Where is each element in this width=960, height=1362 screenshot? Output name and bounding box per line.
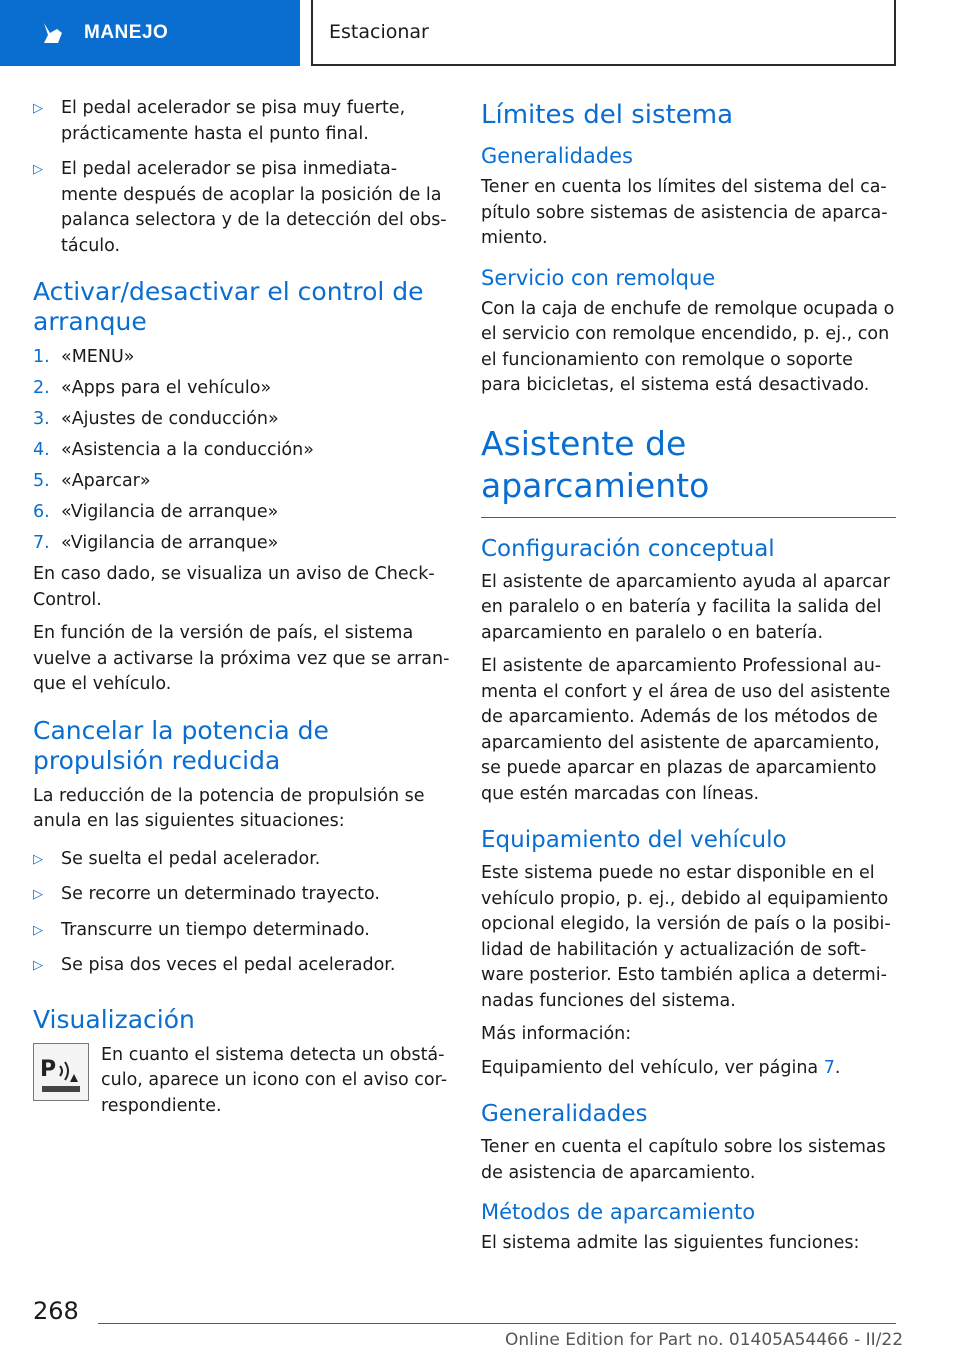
list-item: 4. «Asistencia a la conducción» xyxy=(33,440,314,460)
list-item: ▷ Se suelta el pedal acelerador. xyxy=(33,847,451,873)
visualization-block xyxy=(33,1043,451,1120)
list-item: 3. «Ajustes de conducción» xyxy=(33,409,279,429)
heading-metodos: Métodos de aparcamiento xyxy=(481,1200,756,1224)
paragraph-remolque: Con la caja de enchufe de remolque ocupada o el servicio con remolque encendido, p. ej., con el funcionamiento con remolque o soporte para bicicletas, el sistema está desactivado. xyxy=(481,298,895,395)
list-item: 2. «Apps para el vehículo» xyxy=(33,378,272,398)
triangle-bullet-icon: ▷ xyxy=(33,851,43,867)
svg-text:P: P xyxy=(40,1056,57,1082)
list-item: 7. «Vigilancia de arranque» xyxy=(33,533,279,553)
paragraph-generalidades-2: Tener en cuenta el capítulo sobre los sistemas de asistencia de aparcamiento. xyxy=(481,1137,886,1183)
steering-hand-icon xyxy=(38,19,66,47)
heading-config: Configuración conceptual xyxy=(481,535,775,562)
right-column xyxy=(481,96,896,1265)
paragraph-reduccion: La reducción de la potencia de propulsión se anula en las siguientes situaciones: xyxy=(33,785,425,831)
paragraph-metodos: El sistema admite las siguientes funciones: xyxy=(481,1233,860,1253)
heading-generalidades-1: Generalidades xyxy=(481,144,633,168)
paragraph-check: En caso dado, se visualiza un aviso de Check-Control. xyxy=(33,564,435,610)
left-column xyxy=(33,96,451,1119)
heading-activar: Activar/desactivar el control de arranque xyxy=(33,277,424,336)
triangle-bullet-icon: ▷ xyxy=(33,887,43,902)
bullet-list-2 xyxy=(33,847,451,979)
parking-sensor-icon xyxy=(33,1043,89,1101)
list-item: ▷ Se pisa dos veces el pedal acelerador. xyxy=(33,953,451,979)
list-item: 6. «Vigilancia de arranque» xyxy=(33,502,279,522)
bullet-list-1 xyxy=(33,96,451,259)
heading-cancelar: Cancelar la potencia de propulsión reducida xyxy=(33,715,329,775)
list-item: ▷ Se recorre un determinado trayecto. xyxy=(33,882,451,908)
heading-equipamiento: Equipamiento del vehículo xyxy=(481,827,787,853)
section-tab xyxy=(0,0,300,66)
triangle-bullet-icon: ▷ xyxy=(33,958,43,973)
paragraph-generalidades-1: Tener en cuenta los límites del sistema del ca-pítulo sobre sistemas de asistencia de aparca-miento. xyxy=(481,177,888,248)
list-item: 5. «Aparcar» xyxy=(33,471,151,491)
triangle-bullet-icon: ▷ xyxy=(33,101,43,116)
chapter-header xyxy=(311,0,896,66)
triangle-bullet-icon: ▷ xyxy=(33,922,43,938)
heading-remolque: Servicio con remolque xyxy=(481,265,716,290)
heading-asistente: Asistente de aparcamiento xyxy=(481,423,896,518)
heading-visualizacion: Visualización xyxy=(33,1004,195,1034)
list-item: ▷ El pedal acelerador se pisa inmediata-mente después de acoplar la posición de la palanca selectora y de la detección del obs-táculo. xyxy=(33,159,447,256)
section-label: MANEJO xyxy=(84,22,169,43)
paragraph-config-2: El asistente de aparcamiento Professional au-menta el confort y el área de uso del asistente de aparcamiento. Además de los métodos de aparcamiento del asistente de aparcamiento, se puede aparcar en plazas de aparcamiento que estén marcadas con líneas. xyxy=(481,656,891,804)
chapter-label: Estacionar xyxy=(329,21,429,43)
paragraph-ver: Equipamiento del vehículo, ver página 7. xyxy=(481,1057,841,1078)
list-item: ▷ Transcurre un tiempo determinado. xyxy=(33,918,451,944)
heading-limites: Límites del sistema xyxy=(481,100,734,130)
page-link[interactable]: 7 xyxy=(823,1057,835,1078)
page-number: 268 xyxy=(33,1297,79,1325)
steps-list xyxy=(33,345,451,557)
paragraph-equipamiento: Este sistema puede no estar disponible en el vehículo propio, p. ej., debido al equipamiento opcional elegido, la versión de país o la posibi-lidad de habilitación y actualización de soft-ware posterior. Esto también aplica a determi-nadas funciones del sistema. xyxy=(481,863,891,1011)
list-item: 1. «MENU» xyxy=(33,347,135,367)
edition-text: Online Edition for Part no. 01405A54466 - II/22 xyxy=(505,1330,904,1350)
triangle-bullet-icon: ▷ xyxy=(33,162,43,177)
paragraph-funcion: En función de la versión de país, el sistema vuelve a activarse la próxima vez que se arran-que el vehículo. xyxy=(33,623,450,694)
list-item: ▷ El pedal acelerador se pisa muy fuerte, prácticamente hasta el punto final. xyxy=(33,98,406,144)
heading-generalidades-2: Generalidades xyxy=(481,1101,648,1127)
paragraph-mas: Más información: xyxy=(481,1024,632,1044)
paragraph-config-1: El asistente de aparcamiento ayuda al aparcar en paralelo o en batería y facilita la salida del aparcamiento en paralelo o en batería. xyxy=(481,571,890,643)
paragraph-visualizacion: En cuanto el sistema detecta un obstá-culo, aparece un icono con el aviso cor-respondiente. xyxy=(101,1044,448,1116)
footer-divider xyxy=(98,1323,896,1324)
